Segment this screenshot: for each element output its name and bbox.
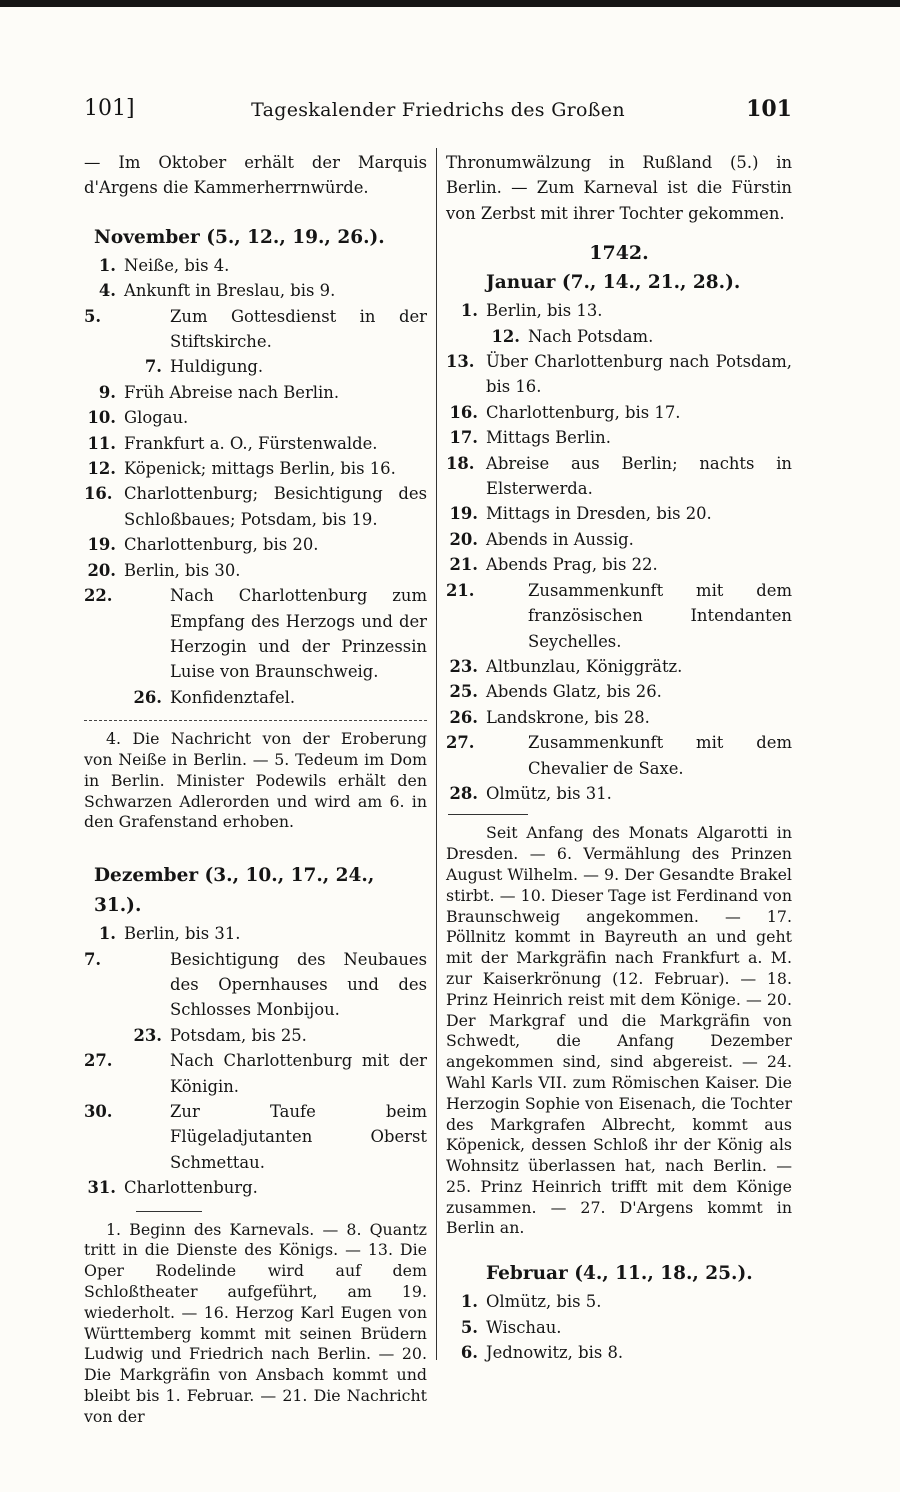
list-item: 19. Mittags in Dresden, bis 20. <box>449 504 712 524</box>
list-item: 11. Frankfurt a. O., Fürstenwalde. <box>87 433 378 453</box>
top-border <box>0 0 900 7</box>
list-item: 4. Ankunft in Breslau, bis 9. <box>98 281 336 301</box>
november-list <box>84 253 427 710</box>
list-item: 21. Abends Prag, bis 22. <box>449 555 658 575</box>
december-list <box>84 921 427 1200</box>
list-item: 12. Köpenick; mittags Berlin, bis 16. <box>87 459 396 479</box>
month-heading-february: Februar (4., 11., 18., 25.). <box>486 1263 753 1285</box>
list-item: 12. Nach Potsdam. <box>491 326 654 346</box>
list-item: 7. Besichtigung des Neubaues des Opernhauses und des Schlosses Monbijou. <box>84 949 427 1020</box>
list-item: 26. Konfidenztafel. <box>133 687 296 707</box>
left-column <box>84 150 427 1428</box>
list-item: 23. Potsdam, bis 25. <box>133 1025 307 1045</box>
list-item: 9. Früh Abreise nach Berlin. <box>98 382 340 402</box>
running-title: Tageskalender Friedrichs des Großen <box>251 99 625 121</box>
december-note: 1. Beginn des Karnevals. — 8. Quantz tritt in die Dienste des Königs. — 13. Die Oper Rodelinde wird auf dem Schloßtheater aufgeführt, am 19. wiederholt. — 16. Herzog Karl Eugen von Württemberg kommt mit seinen Brüdern Ludwig und Friedrich nach Berlin. — 20. Die Markgräfin von Ansbach kommt und bleibt bis 1. Februar. — 21. Die Nachricht von der <box>84 1219 427 1426</box>
list-item: 1. Berlin, bis 31. <box>98 924 241 944</box>
list-item: 19. Charlottenburg, bis 20. <box>87 535 319 555</box>
list-item: 10. Glogau. <box>87 408 189 428</box>
list-item: 17. Mittags Berlin. <box>449 428 611 448</box>
list-item: 30. Zur Taufe beim Flügeladjutanten Oberst Schmettau. <box>84 1101 427 1172</box>
list-item: 21. Zusammenkunft mit dem französischen Intendanten Seychelles. <box>446 580 792 651</box>
list-item: 20. Abends in Aussig. <box>449 529 634 549</box>
list-item: 20. Berlin, bis 30. <box>87 560 241 580</box>
list-item: 16. Charlottenburg; Besichtigung des Schloßbaues; Potsdam, bis 19. <box>84 484 427 529</box>
month-heading-november: November (5., 12., 19., 26.). <box>94 226 385 248</box>
list-item: 27. Zusammenkunft mit dem Chevalier de Saxe. <box>446 733 792 778</box>
list-item: 18. Abreise aus Berlin; nachts in Elsterwerda. <box>446 453 792 499</box>
list-item: 5. Zum Gottesdienst in der Stiftskirche. <box>84 306 427 352</box>
month-heading-january: Januar (7., 14., 21., 28.). <box>486 272 741 294</box>
list-item: 27. Nach Charlottenburg mit der Königin. <box>84 1051 427 1096</box>
february-list <box>446 1289 792 1365</box>
continued-paragraph: Thronumwälzung in Rußland (5.) in Berlin. — Zum Karneval ist die Fürstin von Zerbst mit ihrer Tochter gekommen. <box>446 153 792 223</box>
month-heading-december: Dezember (3., 10., 17., 24., 31.). <box>94 865 375 917</box>
january-note: Seit Anfang des Monats Algarotti in Dresden. — 6. Vermählung des Prinzen August Wilhelm. — 9. Der Gesandte Brakel stirbt. — 10. Dieser Tage ist Ferdinand von Braunschweig angekommen. — 17. Pöllnitz kommt in Bayreuth an und geht mit der Markgräfin nach Frankfurt a. M. zur Kaiserkrönung (12. Februar). — 18. Prinz Heinrich reist mit dem Könige. — 20. Der Markgraf und die Markgräfin von Schwedt, die Anfang Dezember angekommen sind, sind abgereist. — 24. Wahl Karls VII. zum Römischen Kaiser. Die Herzogin Sophie von Eisenach, die Tochter des Markgrafen Albrecht, kommt aus Köpenick, dessen Schloß ihr der König als Wohnsitz überlassen hat, nach Berlin. — 25. Prinz Heinrich trifft mit dem Könige zusammen. — 27. D'Argens kommt in Berlin an. <box>446 823 792 1238</box>
right-column <box>446 150 792 1366</box>
list-item: 31. Charlottenburg. <box>87 1178 258 1198</box>
list-item: 1. Neiße, bis 4. <box>98 255 230 275</box>
list-item: 1. Berlin, bis 13. <box>460 301 603 321</box>
january-list <box>446 298 792 806</box>
column-divider <box>436 148 437 1360</box>
list-item: 6. Jednowitz, bis 8. <box>460 1343 624 1363</box>
list-item: 26. Landskrone, bis 28. <box>449 707 650 727</box>
list-item: 22. Nach Charlottenburg zum Empfang des Herzogs und der Herzogin und der Prinzessin Luise von Braunschweig. <box>84 586 427 682</box>
page-header <box>84 96 792 130</box>
list-item: 13. Über Charlottenburg nach Potsdam, bis 16. <box>446 352 792 397</box>
page-number-right: 101 <box>746 96 792 122</box>
november-note: 4. Die Nachricht von der Eroberung von Neiße in Berlin. — 5. Tedeum im Dom in Berlin. Minister Podewils erhält den Schwarzen Adlerorden und wird am 6. in den Grafenstand erhoben. <box>84 729 427 832</box>
list-item: 23. Altbunzlau, Königgrätz. <box>449 656 683 676</box>
year-heading: 1742. <box>589 242 649 265</box>
list-item: 16. Charlottenburg, bis 17. <box>449 402 681 422</box>
list-item: 7. Huldigung. <box>144 357 264 377</box>
list-item: 1. Olmütz, bis 5. <box>460 1292 602 1312</box>
list-item: 28. Olmütz, bis 31. <box>449 783 612 803</box>
list-item: 5. Wischau. <box>460 1317 562 1337</box>
intro-paragraph: — Im Oktober erhält der Marquis d'Argens die Kammerherrnwürde. <box>84 153 427 198</box>
list-item: 25. Abends Glatz, bis 26. <box>449 682 662 702</box>
page-number-left: 101] <box>84 96 135 121</box>
